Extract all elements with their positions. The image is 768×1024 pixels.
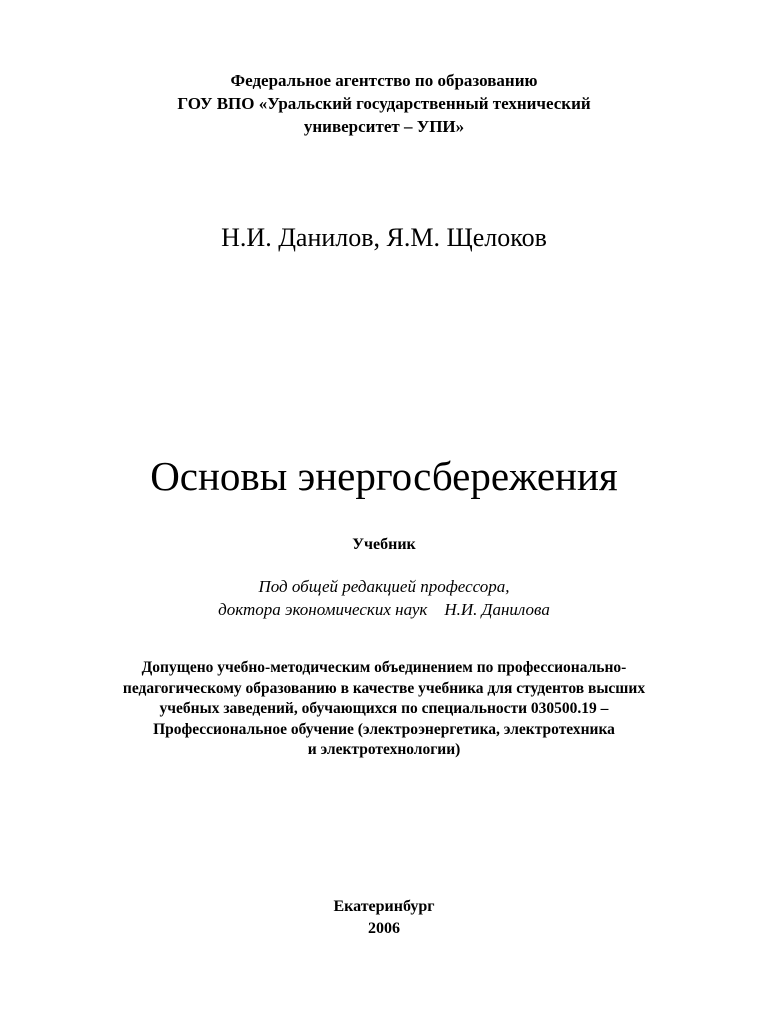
imprint-year: 2006 [368,920,400,937]
authors [0,222,768,254]
publisher-university-cont: университет – УПИ» [303,117,465,136]
document-type [0,534,768,556]
authors-text: Н.И. Данилов, Я.М. Щелоков [221,223,547,252]
publisher-header [0,69,768,138]
approval-line-2: педагогическому образованию в качестве учебника для студентов высших [122,679,646,697]
book-title-text: Основы энергосбережения [150,453,618,499]
publisher-agency: Федеральное агентство по образованию [230,71,538,90]
editor-note [0,575,768,621]
publisher-university: ГОУ ВПО «Уральский государственный технический [177,94,591,113]
imprint [0,896,768,940]
approval-line-1: Допущено учебно-методическим объединением по профессионально- [141,659,627,676]
approval-line-4: Профессиональное обучение (электроэнергетика, электротехника [153,720,615,738]
document-type-text: Учебник [352,536,416,553]
imprint-city: Екатеринбург [333,898,435,915]
approval-line-3: учебных заведений, обучающихся по специальности 030500.19 – [159,700,609,717]
approval-statement [0,658,768,761]
editor-note-line-2: доктора экономических наук Н.И. Данилова [218,600,550,619]
approval-line-5: и электротехнологии) [307,741,461,758]
editor-note-line-1: Под общей редакцией профессора, [258,577,510,596]
book-title [0,450,768,502]
